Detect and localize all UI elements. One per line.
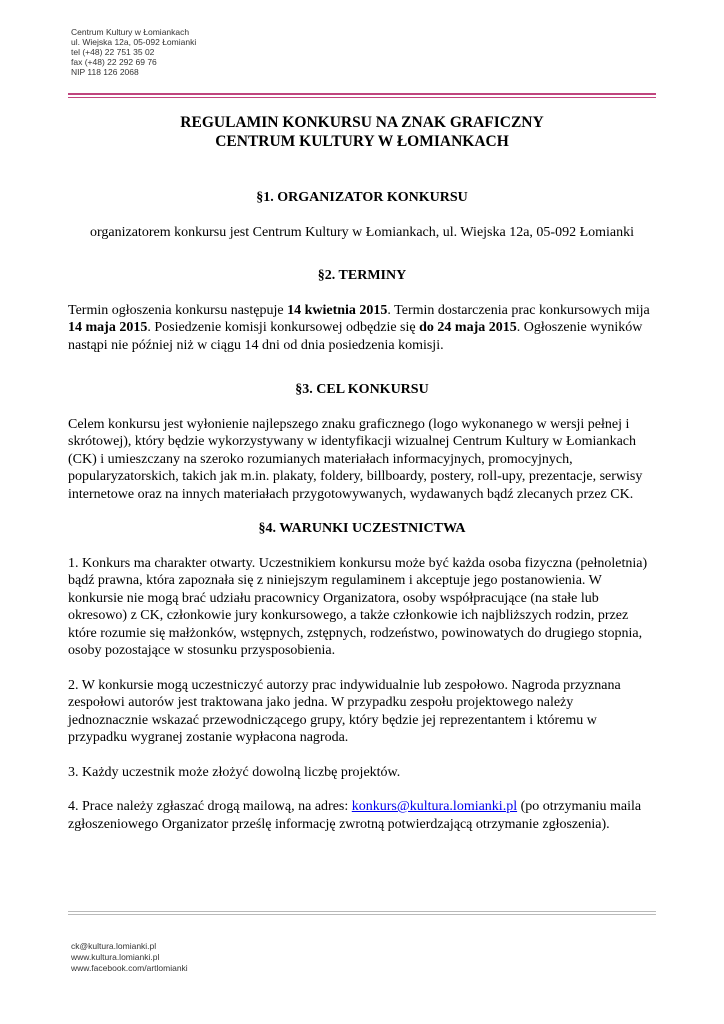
document-title — [68, 113, 656, 151]
letterhead-fax: fax (+48) 22 292 69 76 — [71, 57, 157, 67]
section-2-text — [68, 302, 656, 355]
footer-facebook: www.facebook.com/artlomianki — [71, 963, 188, 973]
letterhead-nip: NIP 118 126 2068 — [71, 67, 139, 77]
letterhead-phone: tel (+48) 22 751 35 02 — [71, 47, 155, 57]
contest-email-link[interactable]: konkurs@kultura.lomianki.pl — [351, 799, 518, 814]
letterhead-org-name: Centrum Kultury w Łomiankach — [71, 27, 190, 37]
letterhead — [71, 27, 196, 77]
s2-date-jury: do 24 maja 2015 — [419, 320, 517, 335]
section-3-text: Celem konkursu jest wyłonienie najlepszego znaku graficznego (logo wykonanego w wersji pełnej i skrótowej), który będzie wykorzystywany w identyfikacji wizualnej Centrum Kultury w Łomiankach (CK) i umieszczany na szeroko rozumianych materiałach informacyjnych, promocyjnych, popularyzatorskich, takich jak m.in. plakaty, foldery, billboardy, postery, roll-upy, prezentacje, serwisy internetowe oraz na innych materiałach przygotowywanych, wydawanych bądź zlecanych przez CK. — [68, 416, 643, 502]
s2-date-announcement: 14 kwietnia 2015 — [287, 302, 388, 318]
footer-email: ck@kultura.lomianki.pl — [71, 941, 157, 951]
s2-text-part: . Ogłoszenie wyników nastąpi nie później niż w ciągu 14 dni od dnia posiedzenia komisji. — [68, 320, 643, 353]
s4-p4-text: 4. Prace należy zgłaszać drogą mailową, na adres: — [68, 799, 352, 814]
letterhead-address: ul. Wiejska 12a, 05-092 Łomianki — [71, 37, 197, 47]
section-1-heading: §1. ORGANIZATOR KONKURSU — [256, 190, 468, 205]
footer-divider — [68, 911, 656, 915]
header-divider-line — [68, 97, 656, 98]
document-body — [68, 113, 656, 833]
section-4-heading: §4. WARUNKI UCZESTNICTWA — [258, 521, 466, 536]
section-4-point-3: 3. Każdy uczestnik może złożyć dowolną liczbę projektów. — [68, 764, 401, 780]
s2-text-part: . Termin dostarczenia prac konkursowych mija — [387, 302, 650, 318]
header-divider — [68, 93, 656, 98]
title-line-1: REGULAMIN KONKURSU NA ZNAK GRAFICZNY — [180, 114, 544, 131]
section-4-point-1: 1. Konkurs ma charakter otwarty. Uczestnikiem konkursu może być każda osoba fizyczna (pełnoletnia) bądź prawna, która zapoznała się z niniejszym regulaminem i akceptuje jego postanowienia. W konkursie nie mogą brać udziału pracownicy Organizatora, osoby współpracujące (na stałe lub okresowo) z CK, członkowie jury konkursowego, a także członkowie ich najbliższych rodzin, przez które rozumie się małżonków, wstępnych, zstępnych, rodzeństwo, powinowatych do drugiego stopnia, osoby pozostające w stosunku przysposobienia. — [68, 555, 648, 658]
section-2-heading: §2. TERMINY — [317, 268, 407, 283]
footer-divider-line — [68, 914, 656, 915]
section-3-heading: §3. CEL KONKURSU — [295, 382, 429, 397]
footer-contacts — [71, 941, 188, 974]
footer-divider-line — [68, 911, 656, 912]
footer-website: www.kultura.lomianki.pl — [71, 952, 160, 962]
s4-p4-text: (po otrzymaniu maila zgłoszeniowego Organizator prześlę informację zwrotną potwierdzającą otrzymanie zgłoszenia). — [68, 799, 642, 832]
section-4-point-2: 2. W konkursie mogą uczestniczyć autorzy prac indywidualnie lub zespołowo. Nagroda przyznana zespołowi autorów jest traktowana jako jedna. W przypadku zespołu projektowego należy jednoznacznie wskazać przewodniczącego grupy, który będzie jej reprezentantem i któremu w przypadku wygranej zostanie wypłacona nagroda. — [68, 677, 621, 745]
s2-date-deadline: 14 maja 2015 — [68, 320, 148, 335]
section-4-point-4 — [68, 798, 656, 833]
title-line-2: CENTRUM KULTURY W ŁOMIANKACH — [215, 133, 509, 150]
s2-text-part: . Posiedzenie komisji konkursowej odbędzie się — [147, 320, 420, 335]
header-divider-line — [68, 93, 656, 95]
s2-text-part: Termin ogłoszenia konkursu następuje — [68, 302, 288, 318]
section-1-text: organizatorem konkursu jest Centrum Kultury w Łomiankach, ul. Wiejska 12a, 05-092 Łomianki — [89, 224, 635, 240]
